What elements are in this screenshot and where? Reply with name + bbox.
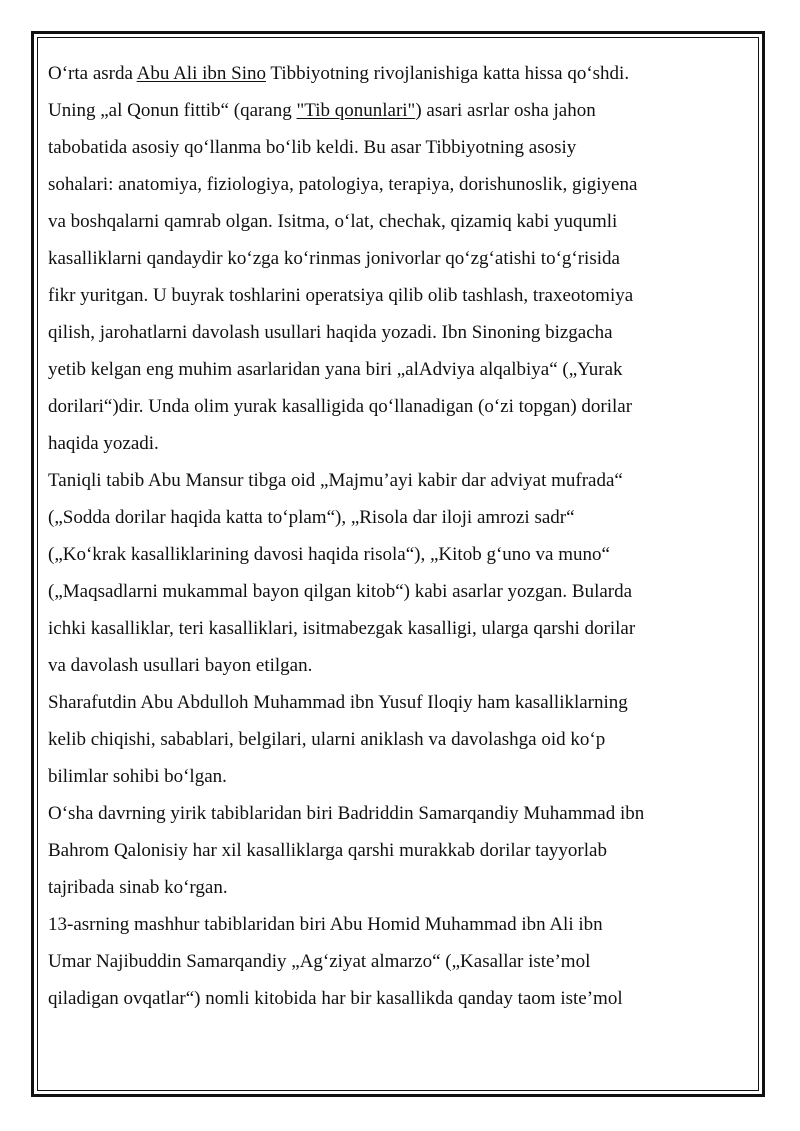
text-line xyxy=(48,462,738,499)
text-line xyxy=(48,203,738,240)
text-line xyxy=(48,943,738,980)
reference-link[interactable]: Abu Ali ibn Sino xyxy=(136,63,266,84)
text-line xyxy=(48,758,738,795)
text-segment: Uning „al Qonun fittib“ (qarang xyxy=(48,100,297,121)
text-segment: dorilari“)dir. Unda olim yurak kasalligida qoʻllanadigan (oʻzi topgan) dorilar xyxy=(48,396,633,417)
text-line xyxy=(48,906,738,943)
text-line xyxy=(48,388,738,425)
text-segment: qiladigan ovqatlar“) nomli kitobida har bir kasallikda qanday taom isteʼmol xyxy=(48,988,623,1009)
text-segment: kasalliklarni qandaydir koʻzga koʻrinmas jonivorlar qoʻzgʻatishi toʻgʻrisida xyxy=(48,248,620,269)
text-segment: va boshqalarni qamrab olgan. Isitma, oʻlat, chechak, qizamiq kabi yuqumli xyxy=(48,211,618,232)
text-segment: 13-asrning mashhur tabiblaridan biri Abu Homid Muhammad ibn Ali ibn xyxy=(48,914,603,935)
text-segment: kelib chiqishi, sabablari, belgilari, ularni aniklash va davolashga oid koʻp xyxy=(48,729,606,750)
text-segment: Umar Najibuddin Samarqandiy „Agʻziyat almarzo“ („Kasallar isteʼmol xyxy=(48,951,591,972)
text-segment: bilimlar sohibi boʻlgan. xyxy=(48,766,227,787)
text-line xyxy=(48,869,738,906)
text-line xyxy=(48,240,738,277)
text-segment: Tibbiyotning rivojlanishiga katta hissa qoʻshdi. xyxy=(265,63,630,84)
text-segment: va davolash usullari bayon etilgan. xyxy=(48,655,313,676)
text-segment: haqida yozadi. xyxy=(48,433,159,454)
text-line xyxy=(48,795,738,832)
text-line xyxy=(48,166,738,203)
text-segment: Oʻrta asrda xyxy=(48,63,137,84)
text-segment: qilish, jarohatlarni davolash usullari haqida yozadi. Ibn Sinoning bizgacha xyxy=(48,322,613,343)
text-segment: tabobatida asosiy qoʻllanma boʻlib keldi. Bu asar Tibbiyotning asosiy xyxy=(48,137,577,158)
text-line xyxy=(48,55,738,92)
text-line xyxy=(48,277,738,314)
text-line xyxy=(48,499,738,536)
text-line xyxy=(48,129,738,166)
text-segment: Taniqli tabib Abu Mansur tibga oid „Majmuʼayi kabir dar adviyat mufrada“ xyxy=(48,470,623,491)
text-line xyxy=(48,721,738,758)
text-line xyxy=(48,832,738,869)
text-line xyxy=(48,425,738,462)
text-line xyxy=(48,980,738,1017)
text-segment: fikr yuritgan. U buyrak toshlarini operatsiya qilib olib tashlash, traxeotomiya xyxy=(48,285,634,306)
text-line xyxy=(48,92,738,129)
text-line xyxy=(48,684,738,721)
text-segment: ichki kasalliklar, teri kasalliklari, isitmabezgak kasalligi, ularga qarshi dorilar xyxy=(48,618,636,639)
text-segment: yetib kelgan eng muhim asarlaridan yana biri „alAdviya alqalbiya“ („Yurak xyxy=(48,359,623,380)
reference-link[interactable]: "Tib qonunlari" xyxy=(296,100,416,121)
text-segment: ) asari asrlar osha jahon xyxy=(415,100,596,121)
text-line xyxy=(48,647,738,684)
text-line xyxy=(48,536,738,573)
text-line xyxy=(48,573,738,610)
text-line xyxy=(48,610,738,647)
text-line xyxy=(48,351,738,388)
text-line xyxy=(48,314,738,351)
text-segment: Oʻsha davrning yirik tabiblaridan biri Badriddin Samarqandiy Muhammad ibn xyxy=(48,803,645,824)
text-segment: tajribada sinab koʻrgan. xyxy=(48,877,228,898)
text-segment: („Maqsadlarni mukammal bayon qilgan kitob“) kabi asarlar yozgan. Bularda xyxy=(48,581,633,602)
text-segment: („Sodda dorilar haqida katta toʻplam“), „Risola dar iloji amrozi sadr“ xyxy=(48,507,575,528)
text-segment: („Koʻkrak kasalliklarining davosi haqida risola“), „Kitob gʻuno va muno“ xyxy=(48,544,610,565)
text-segment: Sharafutdin Abu Abdulloh Muhammad ibn Yusuf Iloqiy ham kasalliklarning xyxy=(48,692,628,713)
text-segment: Bahrom Qalonisiy har xil kasalliklarga qarshi murakkab dorilar tayyorlab xyxy=(48,840,607,861)
document-body xyxy=(48,55,738,1017)
text-segment: sohalari: anatomiya, fiziologiya, patologiya, terapiya, dorishunoslik, gigiyena xyxy=(48,174,638,195)
